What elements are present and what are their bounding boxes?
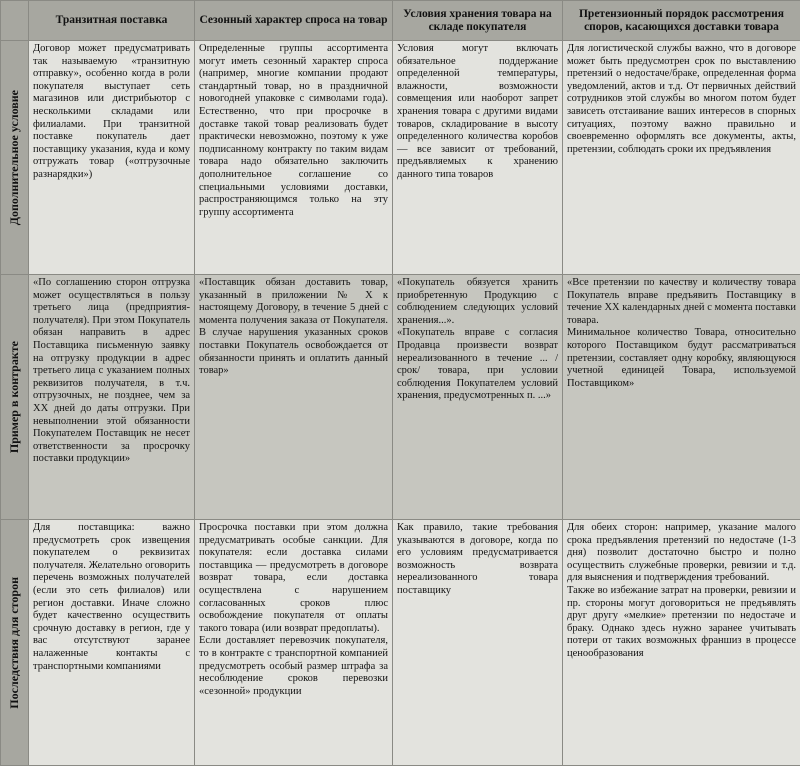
cell-paragraph: Также во избежание затрат на проверки, ревизии и пр. стороны могут договориться не предъявлять друг другу «мелкие» претензии по недостаче и браку. Однако здесь нужно заранее учитывать потери от таких возможных франшиз в процессе ценообразования bbox=[567, 585, 796, 661]
table-cell bbox=[29, 520, 195, 766]
cell-paragraph: Как правило, такие требования указываются в договоре, когда по его условиям предусматривается возможность возврата нереализованного товара поставщику bbox=[397, 522, 558, 598]
cell-paragraph: Условия могут включать обязательное поддержание определенной температуры, влажности, возможности совмещения или наоборот запрет хранения товара с другими видами товаров, складирование в высоту определенного количества коробов — все зависит от требований, предъявляемых к хранению данного типа товаров bbox=[397, 43, 558, 182]
cell-paragraph: Просрочка поставки при этом должна предусматривать особые санкции. Для покупателя: если доставка силами поставщика — предусмотреть в договоре возврат товара, если доставка осуществлена с нарушением согласованных сроков плюс освобождение покупателя от оплаты такого товара (или возврат предоплаты). bbox=[199, 522, 388, 635]
cell-paragraph: Определенные группы ассортимента могут иметь сезонный характер спроса (например, многие компании продают стандартный товар, но в праздничной новогодней упаковке с символами года). Естественно, что при просрочке в доставке такой товар реализовать будет практически невозможно, поэтому к уже подписанному контракту по таким видам товара надо обязательно заключить дополнительное соглашение со специальными условиями доставки, распространяющимся только на эту группу ассортимента bbox=[199, 43, 388, 219]
cell-paragraph: «Все претензии по качеству и количеству товара Покупатель вправе предъявить Поставщику в течение ХХ календарных дней с момента поставки товара. bbox=[567, 277, 796, 327]
table-cell bbox=[563, 520, 800, 766]
table-cell bbox=[29, 41, 195, 275]
cell-paragraph: «По соглашению сторон отгрузка может осуществляться в пользу третьего лица (предприятия-получателя). При этом Покупатель обязан направить в адрес Поставщика письменную заявку на отгрузку продукции в адрес третьего лица с указанием полных реквизитов получателя, в т.ч. отгрузочных, не позднее, чем за ХХ дней до даты отгрузки. При невыполнении этой обязанности Покупателем Поставщик не несет ответственности за просрочку поставки продукции» bbox=[33, 277, 190, 466]
row-label: Пример в контракте bbox=[8, 341, 22, 453]
cell-paragraph: Минимальное количество Товара, относительно которого Поставщиком будут рассматриваться претензии, составляет одну коробку, являющуюся учетной единицей Товара, используемой Поставщиком» bbox=[567, 327, 796, 390]
row-label-cell bbox=[1, 520, 29, 766]
row-label: Последствия для сторон bbox=[8, 577, 22, 709]
cell-paragraph: Для обеих сторон: например, указание малого срока предъявления претензий по недостаче (1-3 дня) позволит достаточно быстро и полно осуществить служебные проверки, ревизии и т.д. для выяснения и подтверждения требований. bbox=[567, 522, 796, 585]
cell-paragraph: «Покупатель вправе с согласия Продавца произвести возврат нереализованного в течение ... /срок/ товара, при условии соблюдения Покупателем условий хранения, предусмотренных п. ...» bbox=[397, 327, 558, 403]
table-cell bbox=[563, 41, 800, 275]
table-row bbox=[1, 275, 800, 520]
cell-paragraph: «Поставщик обязан доставить товар, указанный в приложении № Х к настоящему Договору, в течение 5 дней с момента получения заказа от Покупателя. В случае нарушения указанных сроков поставки Покупатель освобождается от обязанности принять и оплатить данный товар» bbox=[199, 277, 388, 378]
corner-cell bbox=[1, 1, 29, 41]
column-header: Претензионный порядок рассмотрения споров, касающихся доставки товара bbox=[563, 1, 800, 41]
cell-paragraph: Для поставщика: важно предусмотреть срок извещения покупателем о реквизитах получателя. Желательно оговорить перечень возможных получателей (если это сеть филиалов) или регион доставки. Иначе сложно будет качественно осуществить срочную доставку в регион, где у вас отсутствуют заранее налаженные контакты с транспортными компаниями bbox=[33, 522, 190, 673]
column-header: Условия хранения товара на складе покупателя bbox=[393, 1, 563, 41]
table-cell bbox=[393, 275, 563, 520]
cell-paragraph: Договор может предусматривать так называемую «транзитную отправку», особенно когда в роли покупателя выступает сеть магазинов или дистрибьютор с несколькими складами или филиалами. При транзитной поставке покупатель дает поставщику указания, куда и кому отгружать товар («отгрузочные разнарядки») bbox=[33, 43, 190, 182]
table-cell bbox=[563, 275, 800, 520]
table-row bbox=[1, 41, 800, 275]
row-label-cell bbox=[1, 41, 29, 275]
table-cell bbox=[29, 275, 195, 520]
table-cell bbox=[393, 41, 563, 275]
cell-paragraph: Если доставляет перевозчик покупателя, то в контракте с транспортной компанией предусмотреть особый размер штрафа за несоблюдение сроков перевозки «сезонной» продукции bbox=[199, 635, 388, 698]
column-header: Сезонный характер спроса на товар bbox=[195, 1, 393, 41]
row-label-cell bbox=[1, 275, 29, 520]
table-cell bbox=[195, 275, 393, 520]
table-row bbox=[1, 520, 800, 766]
table-cell bbox=[393, 520, 563, 766]
row-label: Дополнительное условие bbox=[8, 90, 22, 225]
header-row bbox=[1, 1, 800, 41]
table-cell bbox=[195, 520, 393, 766]
table-cell bbox=[195, 41, 393, 275]
cell-paragraph: «Покупатель обязуется хранить приобретенную Продукцию с соблюдением следующих условий хранения...». bbox=[397, 277, 558, 327]
cell-paragraph: Для логистической службы важно, что в договоре может быть предусмотрен срок по выставлению претензий о недостаче/браке, определенная форма уведомлений, актов и т.д. От первичных действий сотрудников этой службы во многом потом будет зависеть отстаивание ваших интересов в спорных ситуациях, поэтому важно правильно и своевременно оформлять все документы, акты, претензии, соблюдать сроки их предъявления bbox=[567, 43, 796, 156]
column-header: Транзитная поставка bbox=[29, 1, 195, 41]
